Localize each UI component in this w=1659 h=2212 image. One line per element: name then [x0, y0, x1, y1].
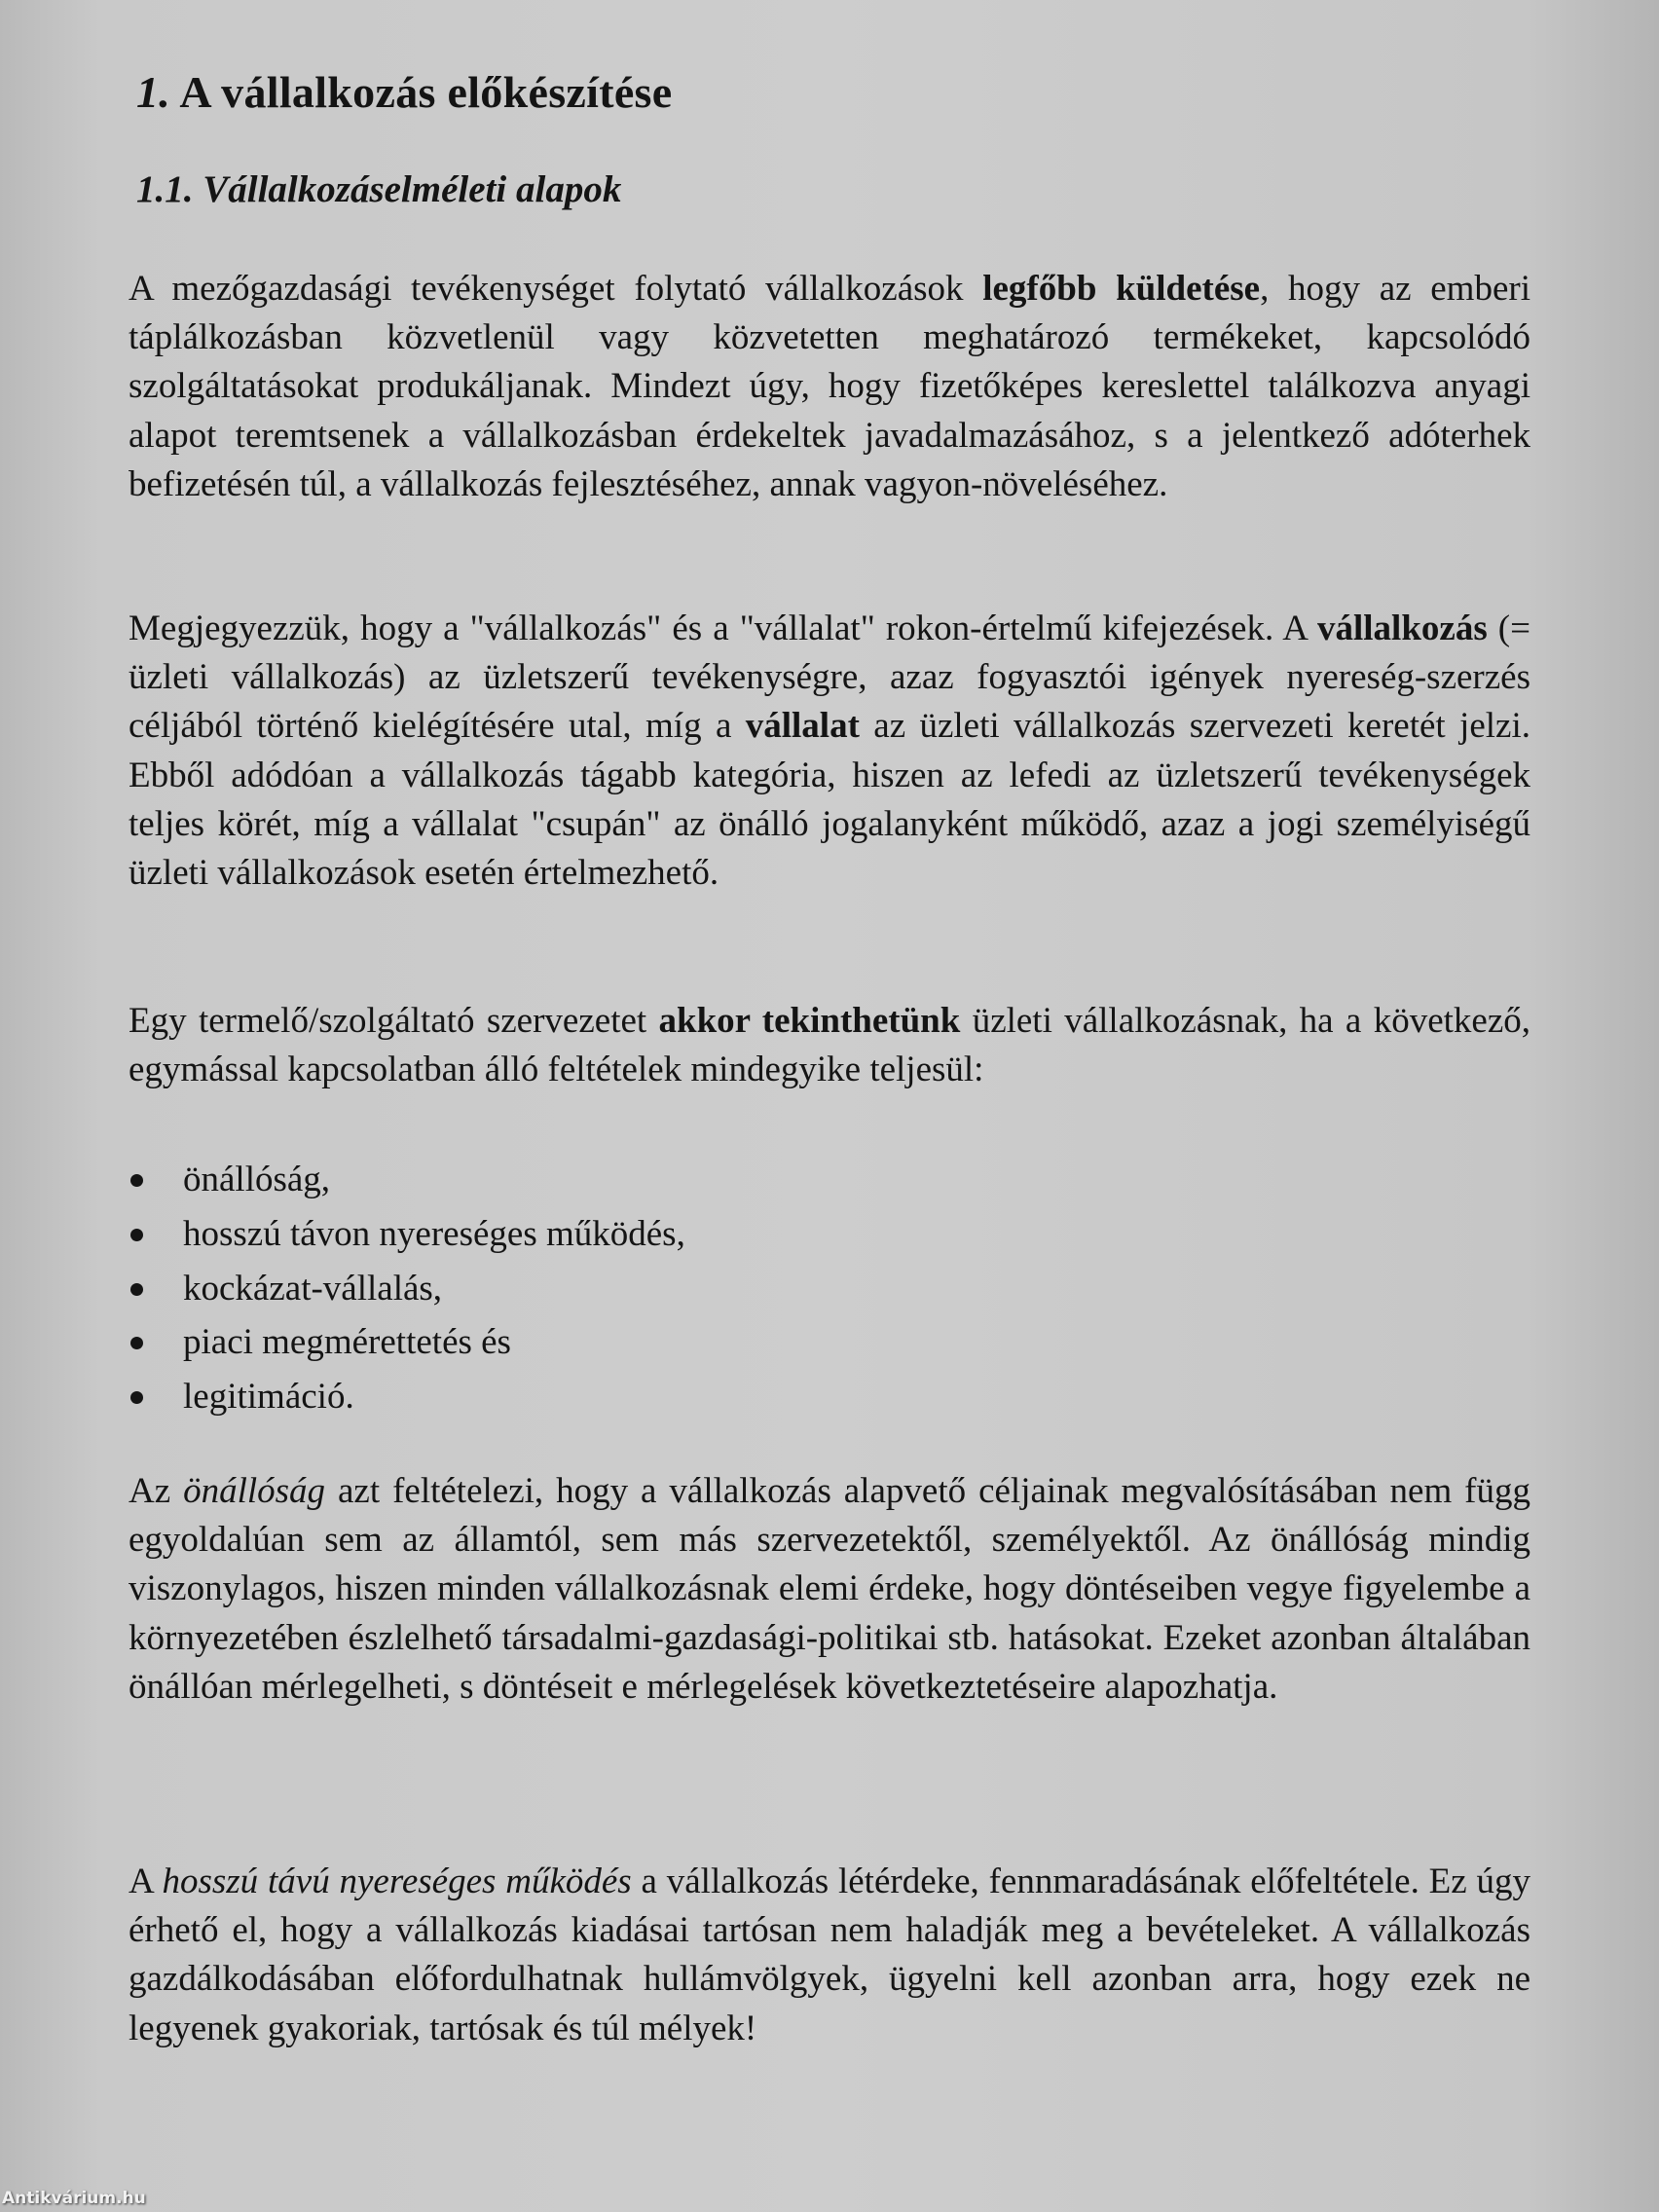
body-text: A mezőgazdasági tevékenységet folytató vállalkozások	[129, 269, 983, 309]
list-item-text: önállóság,	[183, 1160, 331, 1199]
italic-text: önállóság	[183, 1471, 326, 1511]
bold-text: vállalat	[745, 706, 860, 747]
chapter-title: A vállalkozás előkészítése	[179, 67, 673, 117]
paragraph-definitions	[129, 605, 1530, 898]
list-item	[129, 1315, 685, 1370]
italic-text: hosszú távú nyereséges működés	[162, 1862, 632, 1901]
bullet-icon	[130, 1337, 143, 1349]
list-item	[129, 1370, 685, 1424]
list-item-text: kockázat-vállalás,	[183, 1268, 443, 1309]
body-text: A	[129, 1862, 163, 1901]
paragraph-mission	[129, 265, 1530, 509]
list-item	[129, 1262, 685, 1316]
bullet-icon	[130, 1391, 143, 1404]
bold-text: legfőbb küldetése	[982, 269, 1261, 309]
body-text: az üzleti vállalkozás szervezeti keretét jelzi. Ebből adódóan a vállalkozás tágabb kategória, hiszen az lefedi az üzletszerű tevékenységek teljes körét, míg a vállalat "csupán" az önálló jogalanyként működő, azaz a jogi személyiségű üzleti vállalkozások esetén értelmezhető.	[129, 706, 1530, 894]
body-text: azt feltételezi, hogy a vállalkozás alapvető céljainak megvalósításában nem függ egyoldalúan sem az államtól, sem más szervezetektől, személyektől. Az önállóság mindig viszonylagos, hiszen minden vállalkozásnak elemi érdeke, hogy döntéseiben vegye figyelembe a környezetében észlelhető társadalmi-gazdasági-politikai stb. hatásokat. Ezeket azonban általában önállóan mérlegelheti, s döntéseit e mérlegelések következtetéseire alapozhatja.	[129, 1471, 1530, 1707]
paragraph-profitability	[129, 1858, 1530, 2053]
body-text: Egy termelő/szolgáltató szervezetet	[129, 1001, 659, 1041]
bullet-icon	[130, 1283, 143, 1296]
bullet-icon	[130, 1229, 143, 1241]
body-text: (= üzleti vállalkozás) az üzletszerű tevékenységre, azaz fogyasztói igények nyereség-szerzés céljából történő kielégítésére utal, míg a	[129, 608, 1530, 747]
body-text: Megjegyezzük, hogy a "vállalkozás" és a "vállalat" rokon-értelmű kifejezések. A	[129, 608, 1317, 648]
list-item-text: legitimáció.	[183, 1377, 354, 1418]
bold-text: akkor tekinthetünk	[658, 1001, 961, 1041]
list-item-text: piaci megmérettetés és	[183, 1322, 511, 1363]
bullet-icon	[130, 1174, 143, 1187]
body-text: Az	[129, 1471, 184, 1511]
body-text: a vállalkozás létérdeke, fennmaradásának előfeltétele. Ez úgy érhető el, hogy a vállalkozás kiadásai tartósan nem haladják meg a bevételeket. A vállalkozás gazdálkodásában előfordulhatnak hullámvölgyek, ügyelni kell azonban arra, hogy ezek ne legyenek gyakoriak, tartósak és túl mélyek!	[129, 1862, 1530, 2048]
bold-text: vállalkozás	[1316, 608, 1488, 648]
chapter-number: 1.	[136, 67, 171, 117]
conditions-list	[129, 1153, 685, 1424]
paragraph-conditions-intro	[129, 997, 1530, 1094]
paragraph-independence	[129, 1467, 1530, 1712]
body-text: üzleti vállalkozásnak, ha a következő, egymással kapcsolatban álló feltételek mindegyike teljesül:	[129, 1001, 1530, 1090]
list-item	[129, 1153, 685, 1207]
body-text: , hogy az emberi táplálkozásban közvetlenül vagy közvetetten meghatározó termékeket, kapcsolódó szolgáltatásokat produkáljanak. Mindezt úgy, hogy fizetőképes kereslettel találkozva anyagi alapot teremtsenek a vállalkozásban érdekeltek javadalmazásához, s a jelentkező adóterhek befizetésén túl, a vállalkozás fejlesztéséhez, annak vagyon-növeléséhez.	[129, 269, 1530, 504]
list-item-text: hosszú távon nyereséges működés,	[183, 1213, 685, 1254]
chapter-heading	[136, 66, 672, 118]
list-item	[129, 1207, 685, 1262]
watermark: Antikvárium.hu	[2, 2189, 146, 2208]
section-heading: 1.1. Vállalkozáselméleti alapok	[136, 168, 622, 210]
